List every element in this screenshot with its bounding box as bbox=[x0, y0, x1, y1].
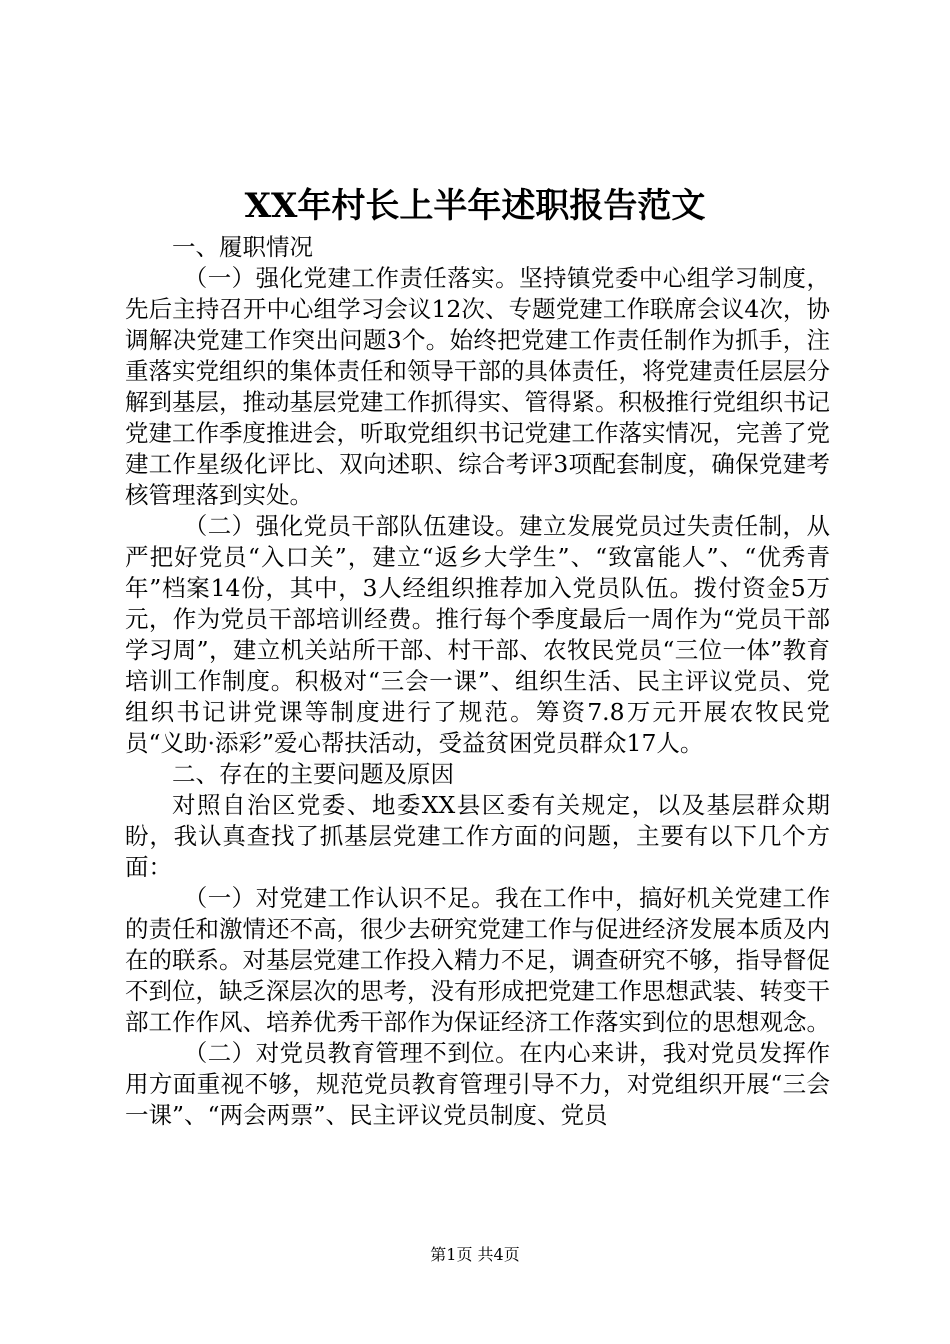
section-heading: 二、存在的主要问题及原因 bbox=[172, 760, 454, 788]
section-heading: 一、履职情况 bbox=[172, 233, 313, 261]
body-paragraph: 对照自治区党委、地委XX县区委有关规定，以及基层群众期盼，我认真查找了抓基层党建工作方面的问题，主要有以下几个方面： bbox=[125, 791, 830, 881]
body-paragraph: （一）强化党建工作责任落实。坚持镇党委中心组学习制度，先后主持召开中心组学习会议12次、专题党建工作联席会议4次，协调解决党建工作突出问题3个。始终把党建工作责任制作为抓手，注重落实党组织的集体责任和领导干部的具体责任，将党建责任层层分解到基层，推动基层党建工作抓得实、管得紧。积极推行党组织书记党建工作季度推进会，听取党组织书记党建工作落实情况，完善了党建工作星级化评比、双向述职、综合考评3项配套制度，确保党建考核管理落到实处。 bbox=[125, 264, 830, 509]
document-title: XX年村长上半年述职报告范文 bbox=[244, 186, 706, 226]
body-paragraph: （一）对党建工作认识不足。我在工作中，搞好机关党建工作的责任和激情还不高，很少去研究党建工作与促进经济发展本质及内在的联系。对基层党建工作投入精力不足，调查研究不够，指导督促不到位，缺乏深层次的思考，没有形成把党建工作思想武装、转变干部工作作风、培养优秀干部作为保证经济工作落实到位的思想观念。 bbox=[125, 884, 830, 1036]
body-paragraph: （二）对党员教育管理不到位。在内心来讲，我对党员发挥作用方面重视不够，规范党员教育管理引导不力，对党组织开展“三会一课”、“两会两票”、民主评议党员制度、党员 bbox=[125, 1039, 830, 1129]
page-footer: 第1页 共4页 bbox=[430, 1245, 520, 1264]
body-paragraph: （二）强化党员干部队伍建设。建立发展党员过失责任制，从严把好党员“入口关”，建立“返乡大学生”、“致富能人”、“优秀青年”档案14份，其中，3人经组织推荐加入党员队伍。拨付资金5万元，作为党员干部培训经费。推行每个季度最后一周作为“党员干部学习周”，建立机关站所干部、村干部、农牧民党员“三位一体”教育培训工作制度。积极对“三会一课”、组织生活、民主评议党员、党组织书记讲党课等制度进行了规范。筹资7.8万元开展农牧民党员“义助·添彩”爱心帮扶活动，受益贫困党员群众17人。 bbox=[125, 512, 830, 757]
document-body bbox=[125, 232, 830, 1131]
